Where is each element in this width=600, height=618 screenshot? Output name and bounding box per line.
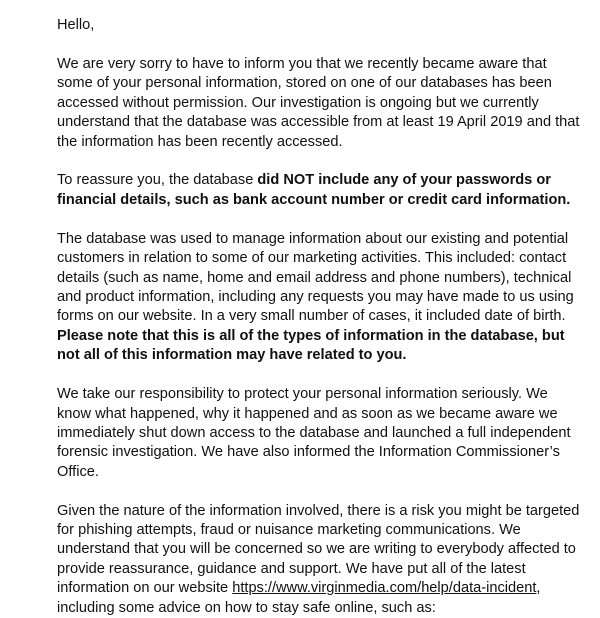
data-incident-link[interactable]: https://www.virginmedia.com/help/data-incident (232, 580, 537, 597)
paragraph-database-contents (57, 230, 580, 366)
paragraph-advice (57, 502, 580, 618)
advice-text: Given the nature of the information involved, there is a risk you might be targeted for phishing attempts, fraud or nuisance marketing communications. We understand that you will be concerned so we are writing to everybody affected to provide reassurance, guidance and support. We have put all of the latest information on our website (57, 502, 580, 597)
database-contents-text: The database was used to manage information about our existing and potential customers in relation to some of our marketing activities. This included: contact details (such as name, home and email address and phone numbers), technical and product information, including any requests you may have made to us using forms on our website. In a very small number of cases, it included date of birth. (57, 230, 574, 325)
paragraph-responsibility: We take our responsibility to protect your personal information seriously. We know what happened, why it happened and as soon as we became aware we immediately shut down access to the database and launched a full independent forensic investigation. We have also informed the Information Commissioner’s Office. (57, 386, 571, 480)
paragraph-breach-notice: We are very sorry to have to inform you that we recently became aware that some of your personal information, stored on one of our databases has been accessed without permission. Our investigation is ongoing but we currently understand that the database was accessible from at least 19 April 2019 and that the information has been recently accessed. (57, 55, 580, 150)
letter-greeting: Hello, (57, 17, 95, 33)
reassurance-intro: To reassure you, the database (57, 172, 258, 189)
advice-tail: , including some advice on how to stay safe online, such as: (57, 580, 541, 616)
database-contents-note: Please note that this is all of the types of information in the database, but not all of this information may have related to you. (57, 327, 565, 364)
paragraph-reassurance (57, 171, 580, 210)
reassurance-bold: did NOT include any of your passwords or financial details, such as bank account number or credit card information. (57, 172, 571, 208)
